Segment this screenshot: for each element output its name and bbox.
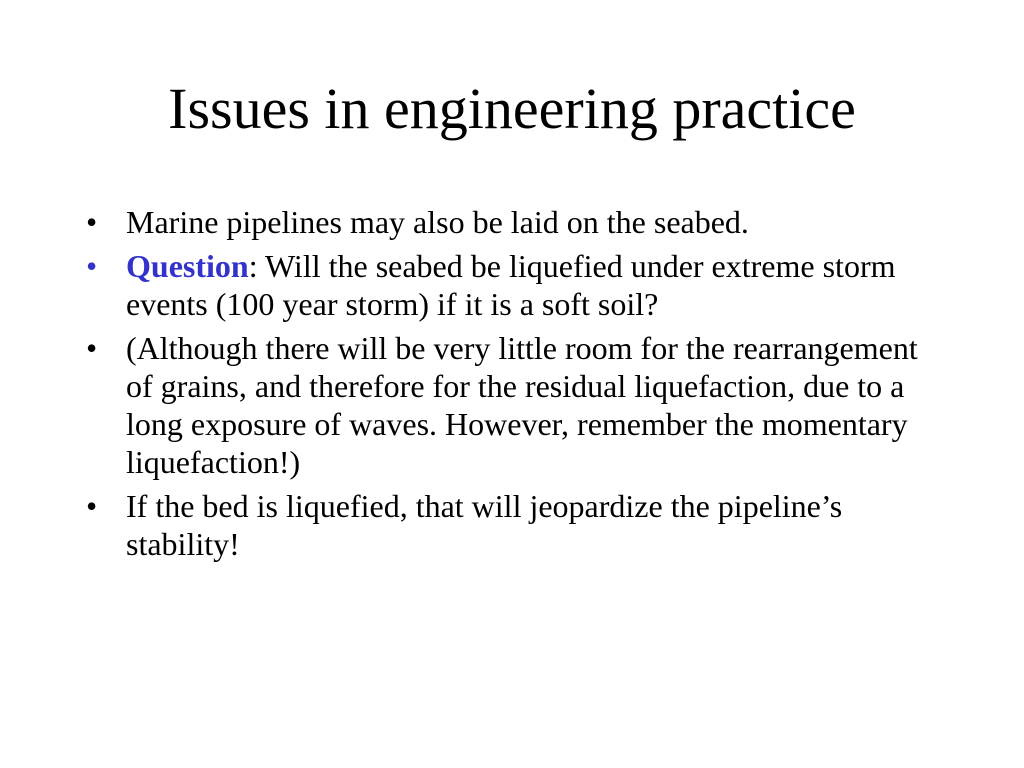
bullet-text: If the bed is liquefied, that will jeopardize the pipeline’s stability! bbox=[126, 488, 843, 562]
bullet-text: Marine pipelines may also be laid on the seabed. bbox=[126, 204, 749, 240]
bullet-point-icon: • bbox=[86, 330, 98, 366]
bullet-item bbox=[86, 329, 946, 481]
bullet-list bbox=[86, 203, 946, 569]
question-label: Question bbox=[126, 248, 249, 284]
bullet-point-icon: • bbox=[86, 248, 98, 284]
bullet-point-icon: • bbox=[86, 204, 98, 240]
bullet-item bbox=[86, 203, 946, 241]
bullet-text: : Will the seabed be liquefied under extreme storm events (100 year storm) if it is a soft soil? bbox=[126, 248, 896, 322]
slide-title: Issues in engineering practice bbox=[168, 76, 856, 141]
bullet-item bbox=[86, 487, 946, 563]
bullet-item bbox=[86, 247, 946, 323]
bullet-text: (Although there will be very little room for the rearrangement of grains, and therefore for the residual liquefaction, due to a long exposure of waves. However, remember the momentary liquefaction!) bbox=[126, 330, 918, 480]
bullet-point-icon: • bbox=[86, 488, 98, 524]
